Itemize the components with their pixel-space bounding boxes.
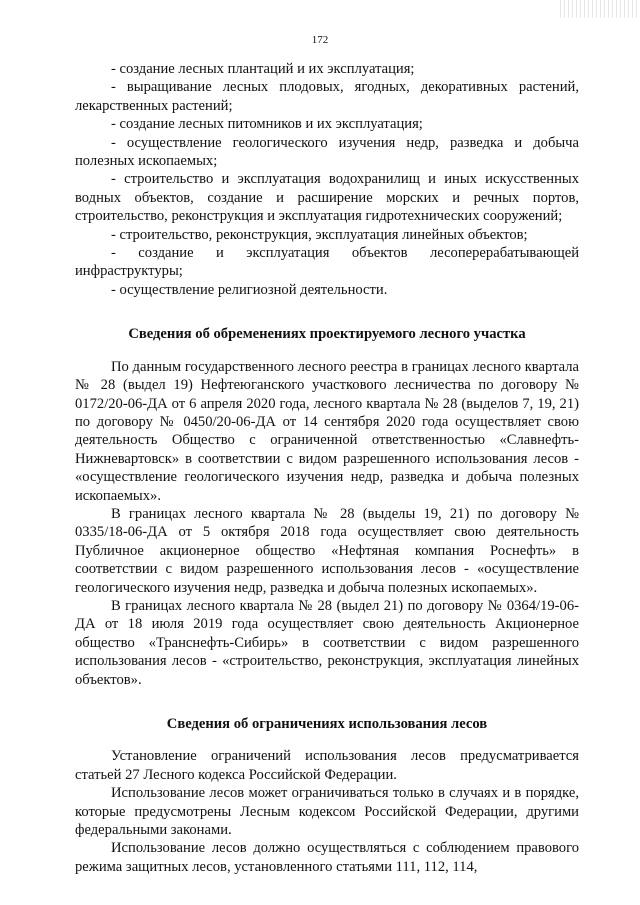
list-item: - осуществление религиозной деятельности. — [111, 281, 388, 298]
page-number: 172 — [311, 34, 329, 46]
list-item: - создание лесных плантаций и их эксплуатация; — [111, 61, 415, 77]
text-column — [75, 60, 579, 876]
paragraph: Использование лесов должно осуществляться с соблюдением правового режима защитных лесов, установленного статьями 111, 112, 114, — [75, 840, 579, 875]
paragraph: Установление ограничений использования лесов предусматривается статьей 27 Лесного кодекса Российской Федерации. — [75, 748, 579, 783]
list-item: - создание лесных питомников и их эксплуатация; — [111, 116, 423, 133]
restrictions-section — [75, 747, 579, 876]
list-item: - выращивание лесных плодовых, ягодных, декоративных растений, лекарственных растений; — [75, 79, 579, 114]
list-item: - создание и эксплуатация объектов лесоперерабатывающей инфраструктуры; — [75, 245, 579, 280]
paragraph: По данным государственного лесного реестра в границах лесного квартала № 28 (выдел 19) Нефтеюганского участкового лесничества по договору № 0172/20-06-ДА от 6 апреля 2020 года, лесного квартала № 28 (выделов 7, 19, 21) по договору № 0450/20-06-ДА от 14 сентября 2020 года осуществляет свою деятельность Общество с ограниченной ответственностью «Славнефть-Нижневартовск» в соответствии с видом разрешенного использования лесов - «осуществление геологического изучения недр, разведка и добыча полезных ископаемых». — [75, 358, 579, 504]
forest-use-list — [75, 60, 579, 299]
scan-artifact — [560, 0, 640, 18]
section-heading-restrictions: Сведения об ограничениях использования лесов — [166, 716, 488, 732]
list-item: - строительство и эксплуатация водохранилищ и иных искусственных водных объектов, создание и расширение морских и речных портов, строительство, реконструкция и эксплуатация гидротехнических сооружений; — [75, 171, 579, 225]
section-heading-encumbrances: Сведения об обременениях проектируемого лесного участка — [128, 326, 526, 343]
encumbrances-section — [75, 358, 579, 689]
paragraph: В границах лесного квартала № 28 (выдел 21) по договору № 0364/19-06-ДА от 18 июля 2019 года осуществляет свою деятельность Акционерное общество «Транснефть-Сибирь» в соответствии с видом разрешенного использования лесов - «строительство, реконструкция, эксплуатация линейных объектов». — [75, 597, 579, 688]
list-item: - осуществление геологического изучения недр, разведка и добыча полезных ископаемых; — [75, 134, 579, 170]
paragraph: Использование лесов может ограничиваться только в случаях и в порядке, которые предусмотрены Лесным кодексом Российской Федерации, другими федеральными законами. — [75, 785, 579, 839]
list-item: - строительство, реконструкция, эксплуатация линейных объектов; — [111, 226, 528, 243]
paragraph: В границах лесного квартала № 28 (выделы 19, 21) по договору № 0335/18-06-ДА от 5 октября 2018 года осуществляет свою деятельность Публичное акционерное общество «Нефтяная компания Роснефть» в соответствии с видом разрешенного использования лесов - «осуществление геологического изучения недр, разведка и добыча полезных ископаемых». — [75, 505, 579, 596]
